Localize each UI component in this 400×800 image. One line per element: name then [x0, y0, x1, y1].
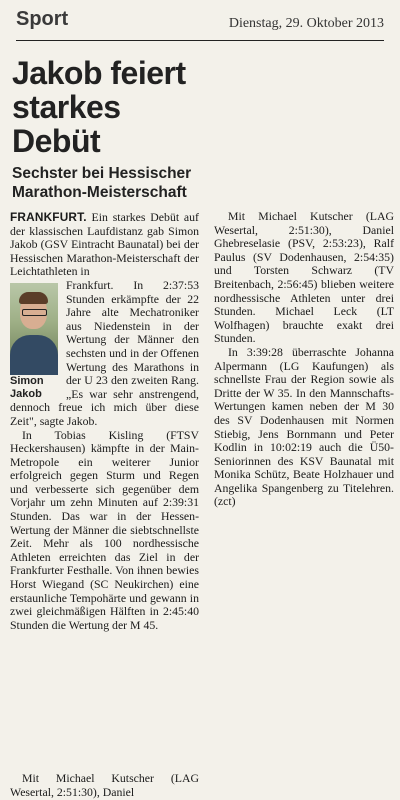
cut-off-text: Mit Michael Kutscher (LAG Wesertal, 2:51:30), Daniel — [10, 771, 199, 799]
body-paragraph: Mit Michael Kutscher (LAG Wesertal, 2:51:30), Daniel Ghebreselasie (PSV, 2:53:23), Ralf Paulus (SV Dodenhausen, 2:54:35) und Torsten Schwarz (TV Breitenbach, 2:56:45) blieben weitere nordhessische Athleten unter drei Stunden. Michael Leck (LT Wolfhagen) brauchte exakt drei Stunden. — [214, 209, 394, 346]
photo-figure — [10, 283, 58, 401]
lead-paragraph — [10, 211, 199, 279]
caption-line: Jakob — [10, 387, 42, 400]
section-label: Sport — [16, 8, 69, 30]
headline-line: Debüt — [12, 123, 101, 159]
body-paragraph: In 3:39:28 überraschte Johanna Alpermann (LG Kaufungen) als schnellste Frau der Region sowie als Dritte der W 35. In den Mannschafts-Wertungen kamen neben der M 30 des SV Dodenhausen mit Normen Stiebig, Jens Bornmann und Peter Kodlin in 10:02:19 auch die Ü50-Seniorinnen des KSV Baunatal mit Monika Schütz, Beate Holzhauer und Angelika Spangenberg zu Titelehren. (zct) — [214, 344, 394, 509]
header-rule — [16, 40, 384, 41]
dateline: FRANKFURT. — [10, 210, 87, 224]
photo-block — [10, 279, 199, 429]
cut-off-line — [10, 771, 199, 799]
headline-line: Jakob feiert — [12, 55, 186, 91]
photo-caption — [10, 375, 58, 401]
wrapped-paragraph: Frankfurt. In 2:37:53 Stunden erkämpfte der 22 Jahre alte Mechatroniker aus Niedenstein in der Wertung der Männer den sechsten und in der Offenen Wertung des Marathons in der U 23 den zweiten Rang. „Es war sehr anstrengend, dennoch freue ich mich über diese Zeit", sagte Jakob. — [10, 277, 199, 428]
article-column-2 — [214, 210, 394, 509]
caption-line: Simon — [10, 374, 44, 387]
body-paragraph: In Tobias Kisling (FTSV Heckershausen) kämpfte in der Main-Metropole ein weiterer Junior erfolgreich gegen Sturm und Regen und verbesserte sich gegenüber dem Vorjahr um zehn Minuten auf 2:39:31 Stunden. Das war in der Hessen-Wertung der Männer die siebtschnellste Zeit. Mehr als 100 nordhessische Athleten erreichten das Ziel in der Frankfurter Festhalle. Von ihnen bewies Horst Wiegand (SC Neukirchen) eine erstaunliche Tempohärte und gewann in zwei gleichmäßigen Hälften in 2:45:40 Stunden die Wertung der M 45. — [10, 427, 199, 632]
article-column-1 — [10, 211, 199, 632]
issue-date: Dienstag, 29. Oktober 2013 — [228, 16, 384, 31]
athlete-photo — [10, 283, 58, 367]
subheadline: Sechster bei Hessischer Marathon-Meisterschaft — [12, 165, 192, 201]
page-header — [16, 8, 384, 42]
headline-line: starkes — [12, 89, 121, 125]
headline — [12, 56, 202, 158]
lead-text: Ein starkes Debüt auf der klassischen Laufdistanz gab Simon Jakob (GSV Eintracht Baunatal) bei der Hessischen Marathon-Meisterschaft der Leichtathleten in — [10, 210, 199, 279]
